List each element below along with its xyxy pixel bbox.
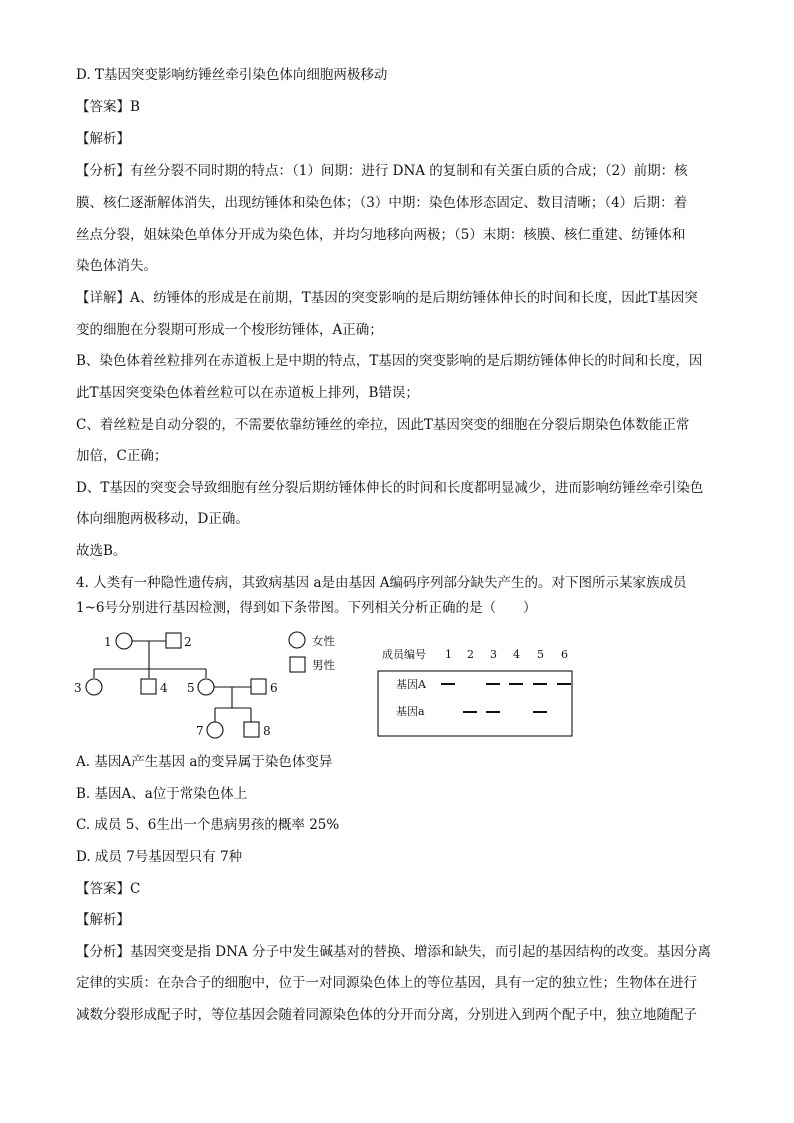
detail-line: D、T基因的突变会导致细胞有丝分裂后期纺锤体伸长的时间和长度都明显减少，进而影响纺锤丝牵引染色: [76, 480, 704, 496]
gel-header: 成员编号: [382, 648, 426, 661]
gel-lane-number: 2: [467, 648, 474, 661]
detail-line: 体向细胞两极移动，D正确。: [76, 511, 249, 527]
pedigree-male-8: [244, 722, 259, 737]
option-d: D. 成员 7号基因型只有 7种: [76, 849, 243, 865]
gel-lane-number: 1: [445, 648, 452, 661]
pedigree-female-3: [86, 679, 102, 695]
pedigree-label-6: 6: [270, 681, 278, 695]
gel-lane-number: 5: [537, 648, 544, 661]
answer-label: 【答案】C: [76, 881, 141, 897]
analysis-line: 【分析】有丝分裂不同时期的特点：（1）间期：进行 DNA 的复制和有关蛋白质的合成；（2）前期：核: [76, 163, 688, 179]
gel-lane-number: 4: [513, 648, 520, 661]
legend-female-label: 女性: [312, 634, 335, 648]
answer-label: 【答案】B: [76, 99, 140, 115]
detail-line: 变的细胞在分裂期可形成一个梭形纺锤体，A正确；: [76, 322, 383, 338]
gel-row-label-a: 基因a: [396, 705, 425, 718]
legend-female-symbol: [289, 632, 305, 648]
analysis-line: 丝点分裂，姐妹染色单体分开成为染色体，并均匀地移向两极；（5）末期：核膜、核仁重建、纺锤体和: [76, 227, 686, 243]
gel-row-label-A: 基因A: [396, 678, 426, 691]
pedigree-male-2: [166, 633, 181, 648]
pedigree-male-6: [251, 679, 266, 694]
analysis-heading: 【解析】: [76, 912, 130, 928]
detail-line: C、着丝粒是自动分裂的，不需要依靠纺锤丝的牵拉，因此T基因突变的细胞在分裂后期染色体数能正常: [76, 417, 690, 433]
analysis-line: 减数分裂形成配子时，等位基因会随着同源染色体的分开而分离，分别进入到两个配子中，独立地随配子: [76, 1007, 697, 1023]
analysis-line: 染色体消失。: [76, 258, 157, 274]
pedigree-female-7: [207, 722, 223, 738]
option-c: C. 成员 5、6生出一个患病男孩的概率 25%: [76, 817, 340, 833]
analysis-line: 定律的实质：在杂合子的细胞中，位于一对同源染色体上的等位基因，具有一定的独立性；生物体在进行: [76, 975, 697, 991]
option-b: B. 基因A、a位于常染色体上: [76, 786, 248, 802]
option-d-previous: D. T基因突变影响纺锤丝牵引染色体向细胞两极移动: [76, 67, 388, 83]
figure-svg: [74, 626, 580, 746]
legend-male-symbol: [290, 657, 305, 672]
analysis-line: 【分析】基因突变是指 DNA 分子中发生碱基对的替换、增添和缺失，而引起的基因结构的改变。基因分离: [76, 944, 711, 960]
option-a: A. 基因A产生基因 a的变异属于染色体变异: [76, 754, 333, 770]
pedigree-label-2: 2: [184, 635, 192, 649]
detail-line: 加倍，C正确；: [76, 448, 168, 464]
pedigree-label-3: 3: [74, 681, 82, 695]
pedigree-female-1: [116, 633, 132, 649]
analysis-line: 膜、核仁逐渐解体消失，出现纺锤体和染色体；（3）中期：染色体形态固定、数目清晰；（4）后期：着: [76, 195, 688, 211]
detail-line: 此T基因突变染色体着丝粒可以在赤道板上排列，B错误；: [76, 385, 419, 401]
question-4-stem: 1~6号分别进行基因检测，得到如下条带图。下列相关分析正确的是（ ）: [76, 600, 537, 616]
pedigree-male-4: [141, 679, 156, 694]
pedigree-label-4: 4: [160, 681, 168, 695]
question-4-stem: 4. 人类有一种隐性遗传病，其致病基因 a是由基因 A编码序列部分缺失产生的。对下图所示某家族成员: [76, 575, 687, 591]
legend-male-label: 男性: [312, 658, 335, 672]
pedigree-label-8: 8: [263, 724, 271, 738]
pedigree-label-5: 5: [187, 681, 195, 695]
gel-lane-number: 6: [561, 648, 568, 661]
pedigree-label-1: 1: [104, 635, 112, 649]
analysis-heading: 【解析】: [76, 131, 130, 147]
detail-line: 【详解】A、纺锤体的形成是在前期，T基因的突变影响的是后期纺锤体伸长的时间和长度，因此T基因突: [76, 290, 698, 306]
question-figure: [74, 626, 580, 746]
pedigree-label-7: 7: [196, 724, 204, 738]
gel-lane-number: 3: [490, 648, 497, 661]
pedigree-female-5: [198, 679, 214, 695]
detail-line: B、染色体着丝粒排列在赤道板上是中期的特点，T基因的突变影响的是后期纺锤体伸长的时间和长度，因: [76, 353, 703, 369]
conclusion-line: 故选B。: [76, 543, 127, 559]
